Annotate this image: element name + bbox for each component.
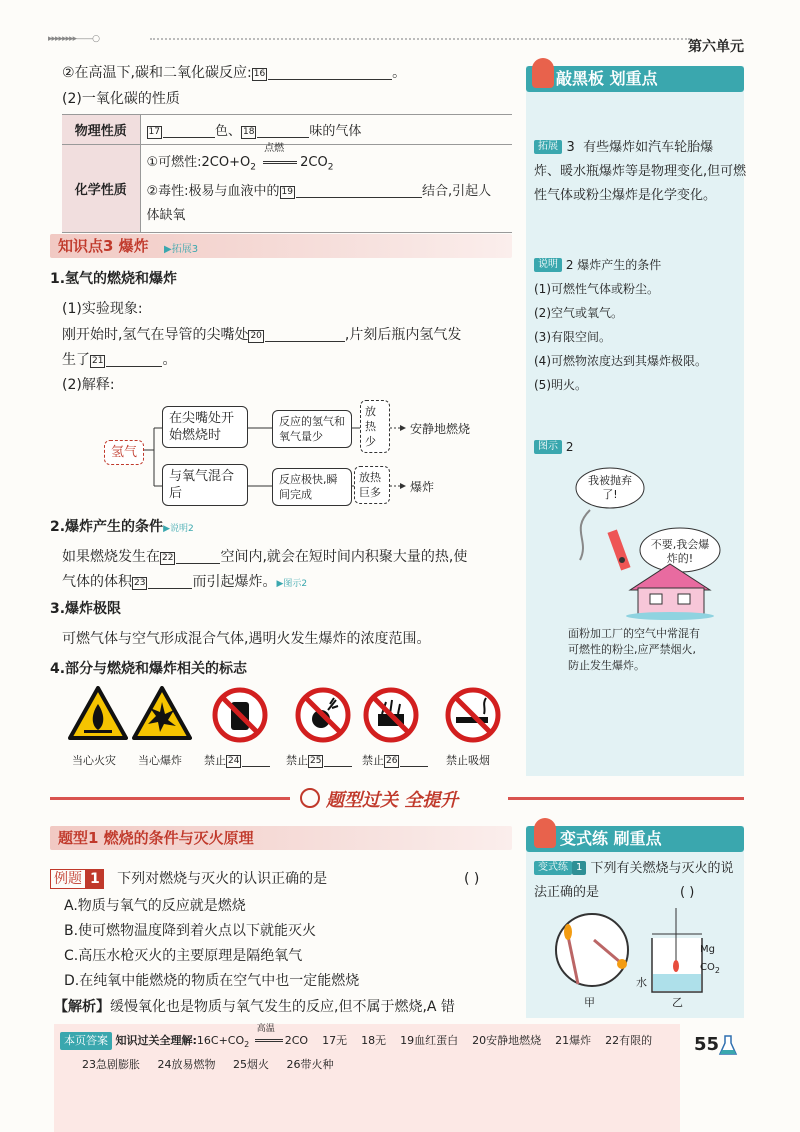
s1-explain: (2)解释: bbox=[62, 377, 115, 393]
shuoming-item-1: (1)可燃性气体或粉尘。 bbox=[534, 282, 659, 296]
ex1-question: 例题 1 下列对燃烧与灭火的认识正确的是 bbox=[50, 868, 327, 890]
shuoming-title: 说明 2 爆炸产生的条件 bbox=[534, 256, 661, 274]
flask-icon bbox=[718, 1034, 738, 1058]
tuozhan-line1: 拓展 3 有些爆炸如汽车轮胎爆 bbox=[534, 138, 713, 158]
side2-paren: ( ) bbox=[680, 885, 695, 900]
sign-label-5: 禁止 26 bbox=[362, 752, 428, 768]
student-icon bbox=[534, 818, 556, 848]
bubble-2: 不要,我会爆炸的! bbox=[650, 538, 710, 565]
header-arrows: ▸▸▸▸▸▸▸▸——○ bbox=[48, 34, 99, 44]
shuoming-item-3: (3)有限空间。 bbox=[534, 330, 611, 344]
s3-title: 3.爆炸极限 bbox=[50, 601, 122, 617]
sign-explosion-warning bbox=[132, 686, 192, 742]
tx1-title: 题型1 燃烧的条件与灭火原理 bbox=[58, 829, 254, 847]
sign-fire-warning bbox=[68, 686, 128, 742]
s4-title: 4.部分与燃烧和爆炸相关的标志 bbox=[50, 661, 248, 677]
ex1-analysis: 【解析】缓慢氧化也是物质与氧气发生的反应,但不属于燃烧,A 错 bbox=[54, 999, 455, 1015]
fig-mg: Mg bbox=[700, 944, 715, 955]
fig-co2: $CO_2$ bbox=[700, 962, 720, 975]
sign-label-1: 当心火灾 bbox=[72, 754, 116, 767]
flow-h2: 氢气 bbox=[104, 440, 144, 465]
caption-2: 可燃性的粉尘,应严禁烟火, bbox=[568, 643, 696, 656]
fig-jia: 甲 bbox=[584, 996, 595, 1009]
unit-title: 第六单元 bbox=[688, 39, 744, 55]
side2-q-line2: 法正确的是 bbox=[534, 885, 600, 900]
flow-a4: 安静地燃烧 bbox=[410, 422, 471, 436]
flow-b3: 放热巨多 bbox=[354, 466, 390, 504]
section-icon bbox=[300, 788, 320, 808]
sidebar-1-header: 敲黑板 划重点 bbox=[526, 66, 744, 92]
bubble-1: 我被抛弃了! bbox=[588, 474, 632, 501]
ex1-paren: ( ) bbox=[464, 871, 480, 887]
answer-line-1: 本页答案 知识过关全理解$:16C+CO_2$ 高温 2CO 17无 18无 19血红蛋白 20安静地燃烧 21爆炸 22有限的 bbox=[60, 1030, 652, 1054]
sign-no-smoking bbox=[444, 686, 502, 744]
s3-text: 可燃气体与空气形成混合气体,遇明火发生爆炸的浓度范围。 bbox=[62, 631, 431, 647]
s2-line2: 气体的体积 23 而引起爆炸。▶图示2 bbox=[62, 574, 308, 590]
shuoming-item-2: (2)空气或氧气。 bbox=[534, 306, 623, 320]
kp3-ref: ▶拓展3 bbox=[164, 244, 199, 255]
s1-line1: 刚开始时,氢气在导管的尖嘴处 20 ,片刻后瓶内氢气发 bbox=[62, 327, 462, 343]
ex1-option-d: D.在纯氧中能燃烧的物质在空气中也一定能燃烧 bbox=[64, 973, 360, 989]
fig-water: 水 bbox=[636, 976, 647, 989]
sign-label-4: 禁止 25 bbox=[286, 752, 352, 768]
chem-label: 化学性质 bbox=[62, 145, 140, 233]
tuozhan-line3: 性气体或粉尘爆炸是化学变化。 bbox=[534, 188, 717, 203]
section-divider-left bbox=[50, 797, 290, 800]
flow-b4: 爆炸 bbox=[410, 480, 435, 494]
section-title: 题型过关 全提升 bbox=[326, 790, 459, 811]
sign-no-flammables bbox=[211, 686, 269, 744]
s1-line2: 生了 21 。 bbox=[62, 352, 177, 368]
co-properties-table bbox=[62, 114, 512, 233]
sidebar-2-header: 变式练 刷重点 bbox=[526, 826, 744, 852]
reaction-line: ②在高温下,碳和二氧化碳反应: 16 。 bbox=[62, 65, 407, 81]
flow-a2: 反应的氢气和氧气量少 bbox=[272, 410, 352, 448]
caption-1: 面粉加工厂的空气中常混有 bbox=[568, 627, 700, 640]
caption-3: 防止发生爆炸。 bbox=[568, 659, 645, 672]
phys-label: 物理性质 bbox=[62, 115, 140, 145]
co-title: (2)一氧化碳的性质 bbox=[62, 91, 180, 107]
flow-b2: 反应极快,瞬间完成 bbox=[272, 468, 352, 506]
ex1-option-b: B.使可燃物温度降到着火点以下就能灭火 bbox=[64, 923, 317, 939]
chem-cell: ①可燃性$:2CO+O_2$ 点燃 $2CO_2$ ②毒性:极易与血液中的 19 结合,引起人 体缺氧 bbox=[140, 145, 512, 233]
flow-b1: 与氧气混合后 bbox=[162, 464, 248, 506]
kp3-title: 知识点3 爆炸 bbox=[58, 237, 149, 255]
s2-line1: 如果燃烧发生在 22 空间内,就会在短时间内积聚大量的热,使 bbox=[62, 549, 468, 565]
shuoming-item-5: (5)明火。 bbox=[534, 378, 587, 392]
sign-label-2: 当心爆炸 bbox=[138, 754, 182, 767]
flow-a3: 放热少 bbox=[360, 400, 390, 453]
s2-title: 2.爆炸产生的条件▶说明2 bbox=[50, 519, 194, 535]
tuozhan-line2: 炸、暖水瓶爆炸等是物理变化,但可燃 bbox=[534, 164, 747, 179]
fig-yi: 乙 bbox=[672, 996, 683, 1009]
sign-label-6: 禁止吸烟 bbox=[446, 754, 490, 767]
experiment-figure bbox=[548, 904, 738, 1008]
phys-cell: 17 色、 18 味的气体 bbox=[140, 115, 512, 145]
sign-no-igniters bbox=[362, 686, 420, 744]
side2-q-line1: 变式练 1 下列有关燃烧与灭火的说 bbox=[534, 860, 734, 878]
header-dots bbox=[150, 38, 690, 40]
s1-title: 1.氢气的燃烧和爆炸 bbox=[50, 271, 178, 287]
sign-label-3: 禁止 24 bbox=[204, 752, 270, 768]
ex1-option-c: C.高压水枪灭火的主要原理是隔绝氧气 bbox=[64, 948, 303, 964]
tushi-title: 图示 2 bbox=[534, 440, 573, 454]
teacher-icon bbox=[532, 58, 554, 88]
answer-line-2: 23急剧膨胀 24放易燃物 25烟火 26带火种 bbox=[82, 1058, 334, 1071]
ex1-option-a: A.物质与氧气的反应就是燃烧 bbox=[64, 898, 246, 914]
shuoming-item-4: (4)可燃物浓度达到其爆炸极限。 bbox=[534, 354, 707, 368]
page-number: 55 bbox=[694, 1034, 720, 1055]
flow-a1: 在尖嘴处开始燃烧时 bbox=[162, 406, 248, 448]
section-divider-right bbox=[508, 797, 744, 800]
s1-exp: (1)实验现象: bbox=[62, 301, 143, 317]
sign-no-fireworks bbox=[294, 686, 352, 744]
